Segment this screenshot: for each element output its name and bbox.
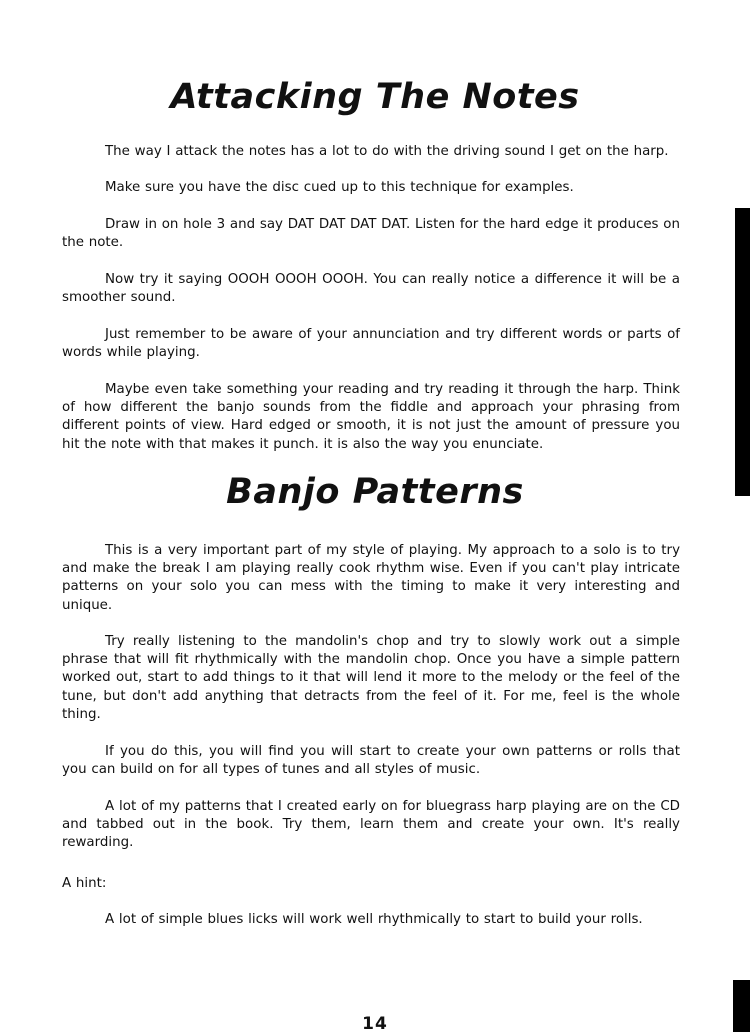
paragraph: This is a very important part of my style of playing. My approach to a solo is to try and make the break I am playing really cook rhythm wise. Even if you can't play intricate patterns on your solo you can mess with the timing to make it very interesting and unique.: [62, 543, 680, 613]
page-number: 14: [362, 1014, 388, 1034]
paragraph: Now try it saying OOOH OOOH OOOH. You can really notice a difference it will be a smoother sound.: [62, 272, 680, 306]
section-title-banjo-patterns: Banjo Patterns: [226, 472, 524, 512]
paragraph: Make sure you have the disc cued up to this technique for examples.: [105, 180, 574, 195]
paragraph: Maybe even take something your reading and try reading it through the harp. Think of how different the banjo sounds from the fiddle and approach your phrasing from different points of view. Hard edged or smooth, it is not just the amount of pressure you hit the note with that makes it punch. it is also the way you enunciate.: [62, 382, 680, 452]
binding-edge-mark: [733, 980, 750, 1032]
paragraph: The way I attack the notes has a lot to do with the driving sound I get on the harp.: [105, 144, 669, 159]
section-title-attacking-the-notes: Attacking The Notes: [170, 77, 580, 117]
paragraph: A hint:: [62, 876, 107, 891]
paragraph: A lot of my patterns that I created early on for bluegrass harp playing are on the CD and tabbed out in the book. Try them, learn them and create your own. It's really rewarding.: [62, 799, 680, 851]
paragraph: Draw in on hole 3 and say DAT DAT DAT DAT. Listen for the hard edge it produces on the note.: [62, 217, 680, 251]
paragraph: If you do this, you will find you will start to create your own patterns or rolls that you can build on for all types of tunes and all styles of music.: [62, 744, 680, 778]
binding-edge-mark: [735, 208, 750, 496]
paragraph: Try really listening to the mandolin's chop and try to slowly work out a simple phrase that will fit rhythmically with the mandolin chop. Once you have a simple pattern worked out, start to add things to it that will lend it more to the melody or the feel of the tune, but don't add anything that detracts from the feel of it. For me, feel is the whole thing.: [62, 634, 680, 722]
paragraph: Just remember to be aware of your annunciation and try different words or parts of words while playing.: [62, 327, 680, 361]
paragraph: A lot of simple blues licks will work well rhythmically to start to build your rolls.: [105, 912, 643, 927]
